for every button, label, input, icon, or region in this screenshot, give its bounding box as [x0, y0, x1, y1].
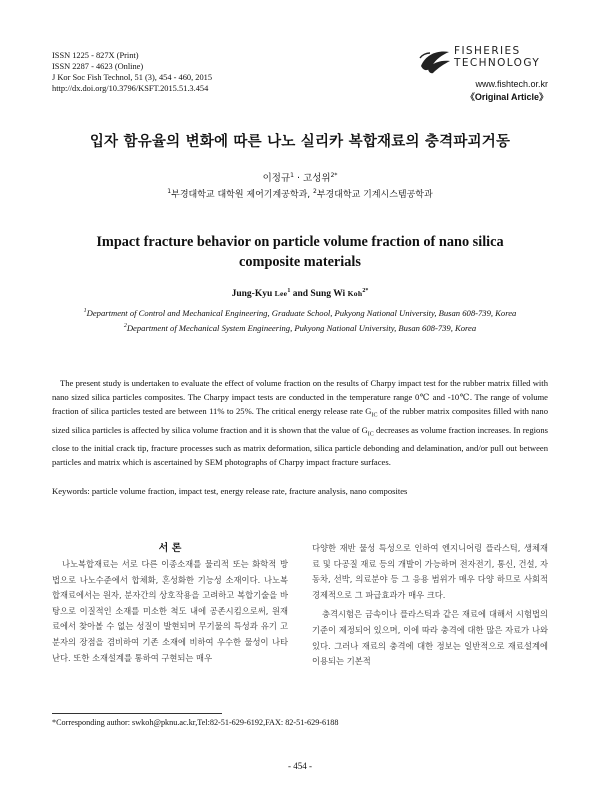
english-title: Impact fracture behavior on particle volume fraction of nano silica composite materials — [96, 234, 504, 270]
affil-2-superscript: 2 — [312, 188, 317, 195]
author-2-last-name: Koh — [347, 289, 363, 298]
abstract-text-3: decreases as volume fraction increases. In regions close to the initial crack tip, fracture processes such as matrix deformation, silica particle debonding and delamination, and/or pull out between particles and matrix which is ascertained by SEM photographs of Charpy impact fracture surfaces. — [52, 424, 548, 468]
author-1-last-name: Lee — [274, 289, 288, 298]
english-affil-1-superscript: 1 — [83, 308, 87, 315]
abstract-subscript-1: IC — [371, 412, 378, 419]
korean-affiliation-1: 부경대학교 대학원 제어기계공학과, — [171, 190, 313, 200]
journal-logo — [418, 44, 556, 103]
korean-author-2: · 고성위 — [293, 173, 331, 184]
abstract-text-2: of the rubber matrix composites filled with nano sized silica particles is affected by silica volume fraction and it is shown that the value of G — [52, 406, 548, 435]
abstract-subscript-2: IC — [367, 431, 374, 438]
english-author-2-superscript: 2* — [362, 287, 369, 294]
korean-authors — [0, 170, 600, 184]
korean-affiliation-2: 부경대학교 기계시스템공학과 — [316, 190, 433, 200]
english-affiliations — [60, 307, 540, 337]
author-1-first-name: Jung-Kyu — [231, 289, 275, 299]
corresponding-author-footnote: *Corresponding author: swkoh@pknu.ac.kr,Tel:82-51-629-6192,FAX: 82-51-629-6188 — [52, 718, 339, 727]
logo-line-1: FISHERIES — [454, 45, 521, 57]
english-affil-2-superscript: 2 — [123, 323, 127, 330]
abstract — [52, 376, 548, 469]
english-affiliation-2 — [60, 322, 540, 334]
abstract-text-1: The present study is undertaken to evaluate the effect of volume fraction on the results of Charpy impact test for the rubber matrix filled with nano sized silica particles composites. The Charpy impact tests are conducted in the temperature range 0℃ and -10℃. The range of volume fraction of silica particles tested are between 11% to 25%. The critical energy release rate G — [52, 378, 548, 416]
article-type: 《Original Article》 — [465, 92, 548, 102]
issn-online: ISSN 2287 - 4623 (Online) — [52, 62, 144, 71]
author-1-superscript: 1 — [290, 171, 294, 179]
fish-logo-icon — [418, 44, 452, 78]
korean-title: 입자 함유율의 변화에 따른 나노 실리카 복합재료의 충격파괴거동 — [89, 134, 511, 150]
section-title: 서 론 — [158, 543, 182, 554]
korean-affiliations — [0, 187, 600, 200]
logo-line-2: TECHNOLOGY — [454, 57, 541, 69]
english-affiliation-1-text: Department of Control and Mechanical Engineering, Graduate School, Pukyong National University, Busan 608-739, Korea — [86, 308, 517, 318]
english-author-1-superscript: 1 — [287, 287, 291, 294]
keywords: Keywords: particle volume fraction, impact test, energy release rate, fracture analysis, nano composites — [52, 486, 408, 496]
body-paragraph: 나노복합재료는 서로 다른 이종소재를 물리적 또는 화학적 방법으로 나노수준에서 합체화, 혼성화한 기능성 소재이다. 나노복합재료에서는 원자, 분자간의 상호작용을 고려하고 복합기술을 바탕으로 이질적인 소재를 미소한 척도 내에 공존시킴으로써, 원재료에서 찾아볼 수 없는 성질이 발현되며 무기물의 특성과 유기 고분자의 장점을 겸비하여 기존 소재에 비하여 우수한 물성이 나타난다. 또한 소재설계를 통하여 구현되는 매우 — [52, 559, 288, 663]
author-2-first-name: and Sung Wi — [290, 289, 348, 299]
body-left-column — [52, 543, 288, 666]
footnote-divider — [52, 713, 222, 714]
journal-url[interactable]: www.fishtech.or.kr — [475, 79, 548, 89]
body-paragraph: 다양한 재반 물성 특성으로 인하여 엔지니어링 플라스틱, 생체재료 및 다공질 재료 등의 개발이 가능하며 전자전기, 통신, 건설, 자동차, 선박, 의료분야 등 그 응용 범위가 매우 다양 하므로 사회적 경제적으로 그 파급효과가 매우 크다. — [312, 543, 548, 600]
korean-author-1: 이정규 — [262, 173, 291, 184]
body-right-column — [312, 541, 548, 670]
affil-1-superscript: 1 — [167, 188, 172, 195]
body-paragraph: 충격시험은 금속이나 플라스틱과 같은 재료에 대해서 시험법의 기준이 제정되어 있으며, 이에 따라 충격에 대한 많은 자료가 나와 있다. 그러나 재료의 충격에 대한 정보는 일반적으로 재료설계에 이용되는 기본적 — [312, 609, 548, 667]
issn-print: ISSN 1225 - 827X (Print) — [52, 51, 139, 60]
journal-citation: J Kor Soc Fish Technol, 51 (3), 454 - 460, 2015 — [52, 73, 213, 82]
english-affiliation-1 — [60, 307, 540, 319]
doi-link[interactable]: http://dx.doi.org/10.3796/KSFT.2015.51.3.454 — [52, 84, 209, 93]
citation-block — [52, 50, 212, 94]
author-2-superscript: 2* — [330, 171, 338, 179]
page-number: - 454 - — [288, 761, 312, 771]
english-affiliation-2-text: Department of Mechanical System Engineering, Pukyong National University, Busan 608-739, Korea — [126, 323, 477, 333]
english-authors — [0, 289, 600, 299]
